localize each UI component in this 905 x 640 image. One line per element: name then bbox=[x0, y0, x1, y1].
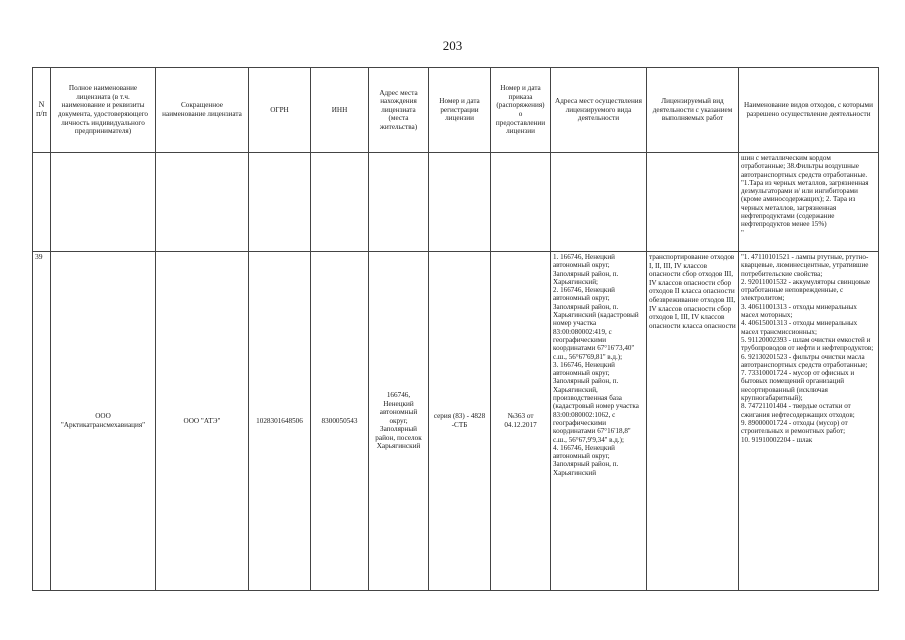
cell-empty bbox=[51, 153, 156, 252]
header-ogrn: ОГРН bbox=[249, 68, 311, 153]
header-num: N п/п bbox=[33, 68, 51, 153]
cell-empty bbox=[551, 153, 647, 252]
cell-reg-num: серия (83) - 4828 -СТБ bbox=[429, 252, 491, 591]
header-short-name: Сокращенное наименование лицензиата bbox=[156, 68, 249, 153]
cell-empty bbox=[647, 153, 739, 252]
cell-waste bbox=[739, 252, 879, 591]
table-row-39 bbox=[33, 252, 879, 591]
cell-empty bbox=[33, 153, 51, 252]
waste-list: "1. 47110101521 - лампы ртутные, ртутно-кварцевые, люминесцентные, утратившие потребительские свойства; 2. 92011001532 - аккумуляторы свинцовые отработанные неповрежденные, с электролитом; 3. 40611001313 - отходы минеральных масел моторных; 4. 40615001313 - отходы минеральных масел трансмиссионных; 5. 91120002393 - шлам очистки емкостей и трубопроводов от нефти и нефтепродуктов; 6. 92130201523 - фильтры очистки масла автотранспортных средств отработанные; 7. 73310001724 - мусор от офисных и бытовых помещений организаций несортированный (исключая крупногабаритный); 8. 74721101404 - твердые остатки от сжигания нефтесодержащих отходов; 9. 89000001724 - отходы (мусор) от строительных и ремонтных работ; 10. 91910002204 - шлак bbox=[741, 253, 874, 444]
header-address: Адрес места нахождения лицензиата (места жительства) bbox=[369, 68, 429, 153]
header-activity-address: Адреса мест осуществления лицензируемого вида деятельности bbox=[551, 68, 647, 153]
cell-empty bbox=[369, 153, 429, 252]
cell-address: 166746, Ненецкий автономный округ, Заполярный район, поселок Харьягинский bbox=[369, 252, 429, 591]
header-inn: ИНН bbox=[311, 68, 369, 153]
cell-empty bbox=[429, 153, 491, 252]
cell-empty bbox=[491, 153, 551, 252]
cell-ogrn: 1028301648506 bbox=[249, 252, 311, 591]
license-register-table bbox=[32, 67, 879, 591]
activity-address-list: 1. 166746, Ненецкий автономный округ, Заполярный район, п. Харьягинский; 2. 166746, Ненецкий автономный округ, Заполярный район, п. Харьягинский (кадастровый номер участка 83:00:080002:419, с географическими координатами 67°16'73,40'' с.ш., 56°67'69,81'' в.д.); 3. 166746, Ненецкий автономный округ, Заполярный район, п. Харьягинский, производственная база (кадастровый номер участка 83:00:080002:1062, с географическими координатами 67°16'18,8'' с.ш., 56°67,9'9,34'' в.д.); 4. 166746, Ненецкий автономный округ, Заполярный район, п. Харьягинский bbox=[553, 253, 639, 477]
header-order: Номер и дата приказа (распоряжения) о предоставлении лицензии bbox=[491, 68, 551, 153]
cell-activity-address bbox=[551, 252, 647, 591]
header-reg-num: Номер и дата регистрации лицензии bbox=[429, 68, 491, 153]
header-waste: Наименование видов отходов, с которыми разрешено осуществление деятельности bbox=[739, 68, 879, 153]
table-row-continued bbox=[33, 153, 879, 252]
cell-inn: 8300050543 bbox=[311, 252, 369, 591]
cell-empty bbox=[156, 153, 249, 252]
cell-waste-continued bbox=[739, 153, 879, 252]
cell-num: 39 bbox=[33, 252, 51, 591]
cell-empty bbox=[249, 153, 311, 252]
cell-activity bbox=[647, 252, 739, 591]
cell-empty bbox=[311, 153, 369, 252]
activity-text: транспортирование отходов I, II, III, IV классов опасности сбор отходов III, IV классов опасности сбор отходов II класса опасности обезвреживание отходов III, IV классов опасности сбор отходов I, III, IV классов опасности класса опасности bbox=[649, 253, 736, 330]
page-number: 203 bbox=[442, 38, 463, 53]
cell-full-name: ООО "Арктикатрансмехавиация" bbox=[51, 252, 156, 591]
header-full-name: Полное наименование лицензиата (в т.ч. наименование и реквизиты документа, удостоверяющего личность индивидуального предпринимателя) bbox=[51, 68, 156, 153]
header-row bbox=[33, 68, 879, 153]
waste-list-continued: шин с металлическим кордом отработанные; 38.Фильтры воздушные автотранспортных средств отработанные. "1.Тара из черных металлов, загрязненная дезмульгаторами и/ или ингибиторами (кроме аминосодержащих); 2. Тара из черных металлов, загрязненная нефтепродуктами (содержание нефтепродуктов менее 15%) " bbox=[741, 154, 869, 237]
cell-short-name: ООО "АТЭ" bbox=[156, 252, 249, 591]
header-activity: Лицензируемый вид деятельности с указанием выполняемых работ bbox=[647, 68, 739, 153]
cell-order: №363 от 04.12.2017 bbox=[491, 252, 551, 591]
